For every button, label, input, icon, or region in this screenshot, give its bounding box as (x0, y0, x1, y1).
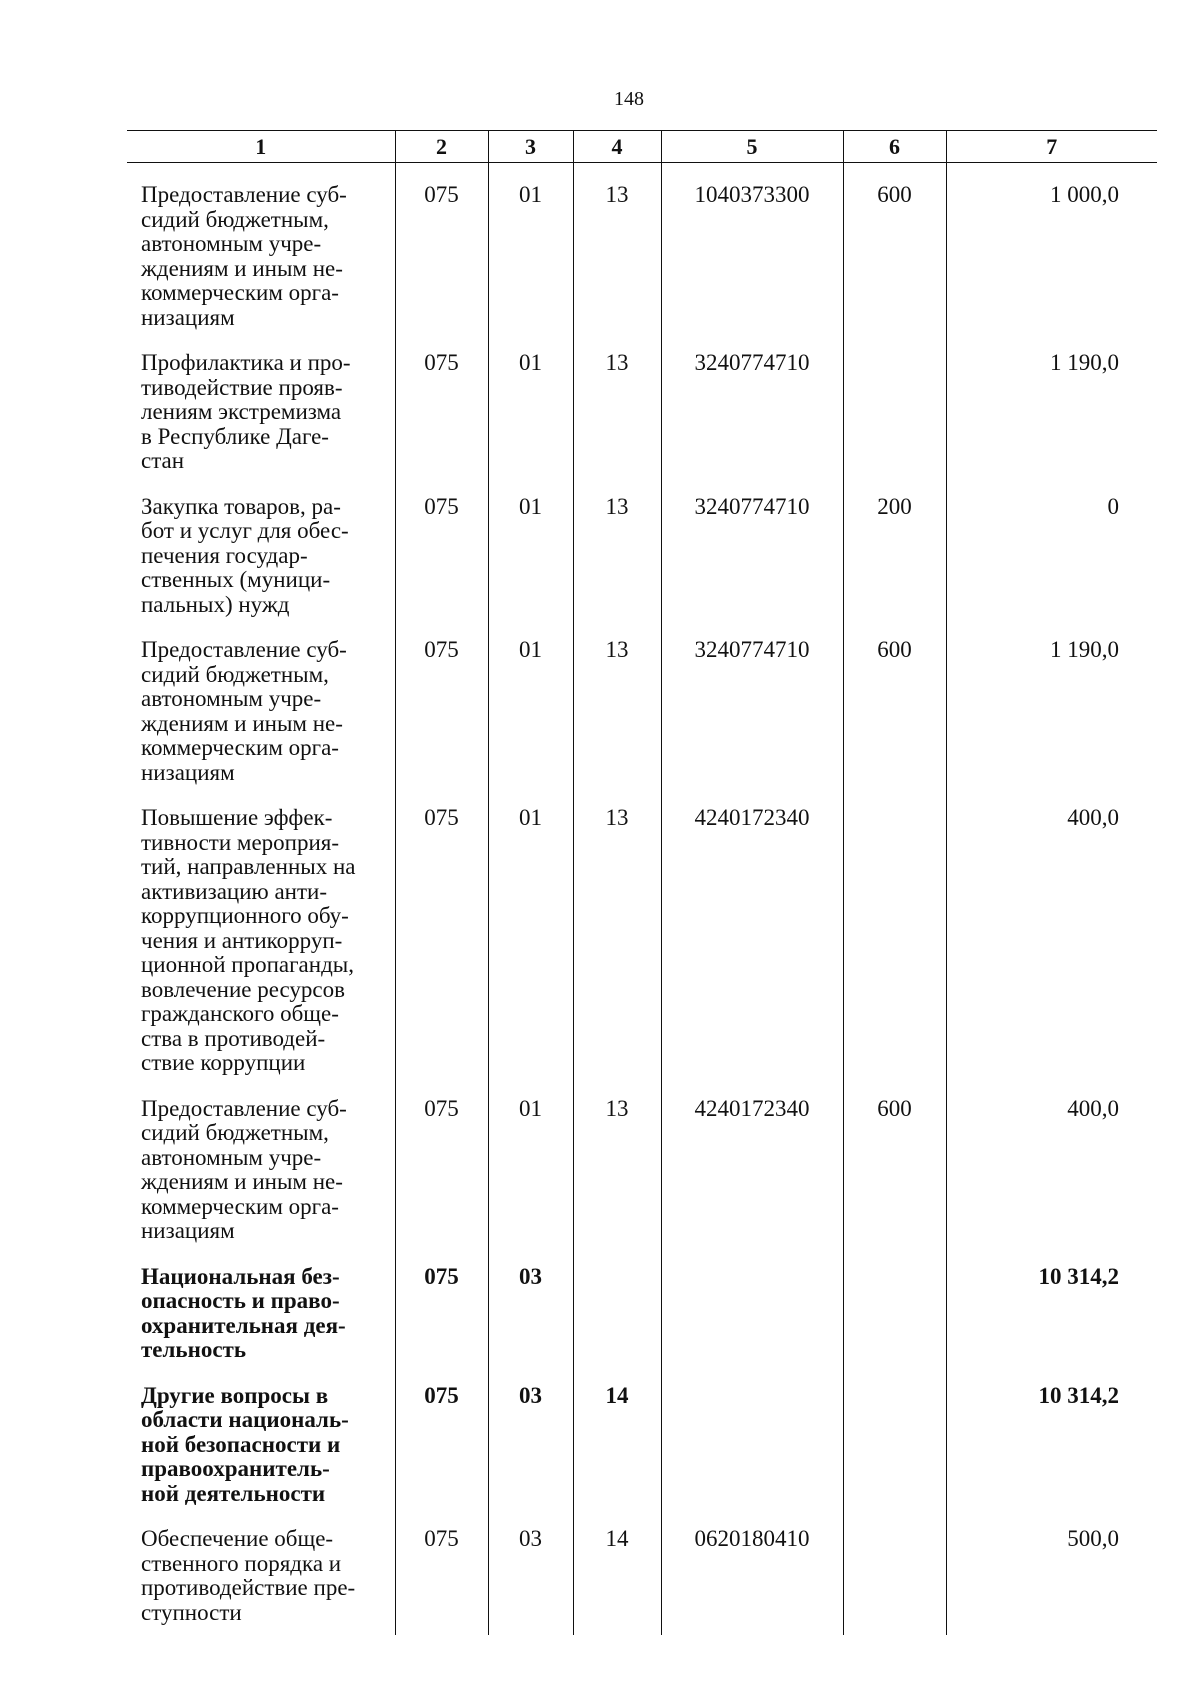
cell-name-line: автономным учре- (141, 1144, 322, 1170)
table-spacer-row (127, 1625, 1157, 1635)
cell-code: 075 (395, 1244, 488, 1363)
cell-name-line: области националь- (141, 1407, 349, 1432)
cell-section: 01 (488, 330, 573, 474)
cell-name-line: сидий бюджетным, (141, 661, 329, 687)
cell-code: 075 (395, 330, 488, 474)
cell-subsection: 13 (573, 474, 661, 618)
cell-name-line: чения и антикорруп- (141, 927, 343, 953)
cell-name-line: ждениям и иным не- (141, 710, 343, 736)
cell-amount: 500,0 (946, 1506, 1157, 1625)
column-header: 1 (127, 131, 395, 163)
cell-name-line: Обеспечение обще- (141, 1526, 334, 1551)
cell-code: 075 (395, 617, 488, 785)
cell-amount: 1 190,0 (946, 330, 1157, 474)
cell-name-line: ступности (141, 1599, 242, 1625)
column-header: 7 (946, 131, 1157, 163)
cell-name-line: противодействие пре- (141, 1575, 356, 1600)
cell-code: 075 (395, 1506, 488, 1625)
cell-name-line: ждениям и иным не- (141, 1169, 343, 1194)
table-row (127, 785, 1157, 1076)
cell-amount: 10 314,2 (946, 1244, 1157, 1363)
column-header: 3 (488, 131, 573, 163)
cell-name-line: низациям (141, 1218, 235, 1243)
cell-name-line: Предоставление суб- (141, 182, 347, 207)
cell-name-line: низациям (141, 759, 235, 785)
cell-name (127, 1506, 395, 1625)
cell-target-article: 3240774710 (661, 330, 843, 474)
cell-expense-type: 600 (843, 617, 946, 785)
cell-expense-type: 600 (843, 163, 946, 331)
cell-section: 01 (488, 1076, 573, 1244)
table-row (127, 1363, 1157, 1507)
cell-section: 01 (488, 617, 573, 785)
cell-expense-type (843, 1363, 946, 1507)
cell-target-article: 4240172340 (661, 785, 843, 1076)
cell-name-line: сидий бюджетным, (141, 206, 329, 232)
table-row (127, 1244, 1157, 1363)
cell-amount: 1 000,0 (946, 163, 1157, 331)
cell-amount: 1 190,0 (946, 617, 1157, 785)
cell-name-line: коррупционного обу- (141, 903, 349, 928)
cell-subsection: 14 (573, 1363, 661, 1507)
cell-subsection: 14 (573, 1506, 661, 1625)
column-header: 5 (661, 131, 843, 163)
table-row (127, 617, 1157, 785)
cell-name-line: коммерческим орга- (141, 280, 339, 305)
cell-subsection: 13 (573, 163, 661, 331)
cell-expense-type (843, 1244, 946, 1363)
cell-name-line: ной деятельности (141, 1480, 326, 1506)
cell-name-line: коммерческим орга- (141, 735, 339, 760)
cell-target-article: 1040373300 (661, 163, 843, 331)
cell-expense-type (843, 1506, 946, 1625)
cell-name-line: Закупка товаров, ра- (141, 493, 341, 519)
cell-target-article: 3240774710 (661, 617, 843, 785)
cell-section: 01 (488, 785, 573, 1076)
cell-name-line: бот и услуг для обес- (141, 518, 349, 543)
cell-name-line: гражданского обще- (141, 1001, 339, 1026)
cell-name-line: коммерческим орга- (141, 1193, 339, 1219)
cell-expense-type: 200 (843, 474, 946, 618)
cell-section: 01 (488, 474, 573, 618)
cell-name (127, 617, 395, 785)
cell-name-line: тельность (141, 1337, 246, 1362)
column-header: 6 (843, 131, 946, 163)
cell-name-line: опасность и право- (141, 1288, 340, 1313)
column-header: 4 (573, 131, 661, 163)
cell-amount: 0 (946, 474, 1157, 618)
spacer-cell (843, 1625, 946, 1635)
table-body (127, 163, 1157, 1636)
cell-code: 075 (395, 163, 488, 331)
spacer-cell (395, 1625, 488, 1635)
cell-name-line: лениям экстремизма (141, 399, 342, 424)
cell-name-line: тивности мероприя- (141, 829, 340, 855)
cell-name-line: ционной пропаганды, (141, 952, 354, 977)
cell-name-line: Повышение эффек- (141, 805, 333, 830)
cell-name-line: Национальная без- (141, 1263, 340, 1289)
cell-name-line: автономным учре- (141, 231, 322, 256)
cell-expense-type (843, 330, 946, 474)
cell-name-line: стан (141, 448, 185, 473)
spacer-cell (488, 1625, 573, 1635)
cell-name-line: ственного порядка и (141, 1550, 342, 1576)
cell-name (127, 1076, 395, 1244)
cell-name-line: Профилактика и про- (141, 350, 351, 375)
cell-name-line: ствие коррупции (141, 1050, 306, 1075)
cell-code: 075 (395, 1076, 488, 1244)
cell-name (127, 785, 395, 1076)
cell-subsection: 13 (573, 617, 661, 785)
cell-target-article (661, 1363, 843, 1507)
cell-name-line: низациям (141, 304, 235, 330)
table-row (127, 330, 1157, 474)
cell-subsection: 13 (573, 785, 661, 1076)
cell-subsection: 13 (573, 330, 661, 474)
cell-name-line: сидий бюджетным, (141, 1120, 329, 1145)
cell-name-line: автономным учре- (141, 686, 322, 711)
table-row (127, 163, 1157, 331)
cell-target-article: 0620180410 (661, 1506, 843, 1625)
cell-name-line: активизацию анти- (141, 878, 327, 904)
cell-section: 03 (488, 1506, 573, 1625)
cell-expense-type: 600 (843, 1076, 946, 1244)
cell-name-line: ства в противодей- (141, 1025, 326, 1051)
cell-name (127, 1363, 395, 1507)
table-row (127, 474, 1157, 618)
column-header: 2 (395, 131, 488, 163)
cell-code: 075 (395, 1363, 488, 1507)
cell-subsection (573, 1244, 661, 1363)
cell-target-article: 4240172340 (661, 1076, 843, 1244)
budget-table (127, 130, 1157, 1635)
cell-name-line: тиводействие прояв- (141, 374, 343, 400)
cell-name-line: ственных (муници- (141, 567, 331, 592)
cell-code: 075 (395, 474, 488, 618)
cell-section: 03 (488, 1363, 573, 1507)
cell-name-line: ной безопасности и (141, 1431, 341, 1457)
cell-name-line: Другие вопросы в (141, 1382, 329, 1408)
spacer-cell (661, 1625, 843, 1635)
cell-target-article (661, 1244, 843, 1363)
cell-name-line: правоохранитель- (141, 1456, 330, 1481)
cell-amount: 10 314,2 (946, 1363, 1157, 1507)
cell-name-line: пальных) нужд (141, 591, 290, 617)
cell-section: 03 (488, 1244, 573, 1363)
cell-name (127, 330, 395, 474)
cell-code: 075 (395, 785, 488, 1076)
cell-target-article: 3240774710 (661, 474, 843, 618)
spacer-cell (573, 1625, 661, 1635)
cell-name-line: печения государ- (141, 542, 308, 568)
spacer-cell (946, 1625, 1157, 1635)
cell-subsection: 13 (573, 1076, 661, 1244)
cell-name (127, 1244, 395, 1363)
cell-name-line: охранительная дея- (141, 1312, 346, 1338)
spacer-cell (127, 1625, 395, 1635)
cell-name (127, 474, 395, 618)
cell-name-line: вовлечение ресурсов (141, 976, 345, 1002)
page-number: 148 (614, 88, 644, 110)
cell-name-line: ждениям и иным не- (141, 255, 343, 281)
cell-name-line: в Республике Даге- (141, 423, 329, 449)
cell-name (127, 163, 395, 331)
cell-section: 01 (488, 163, 573, 331)
cell-amount: 400,0 (946, 1076, 1157, 1244)
table-row (127, 1506, 1157, 1625)
cell-name-line: Предоставление суб- (141, 1095, 347, 1121)
table-row (127, 1076, 1157, 1244)
table-header-row (127, 131, 1157, 163)
cell-name-line: тий, направленных на (141, 854, 356, 879)
cell-name-line: Предоставление суб- (141, 637, 347, 662)
cell-amount: 400,0 (946, 785, 1157, 1076)
cell-expense-type (843, 785, 946, 1076)
